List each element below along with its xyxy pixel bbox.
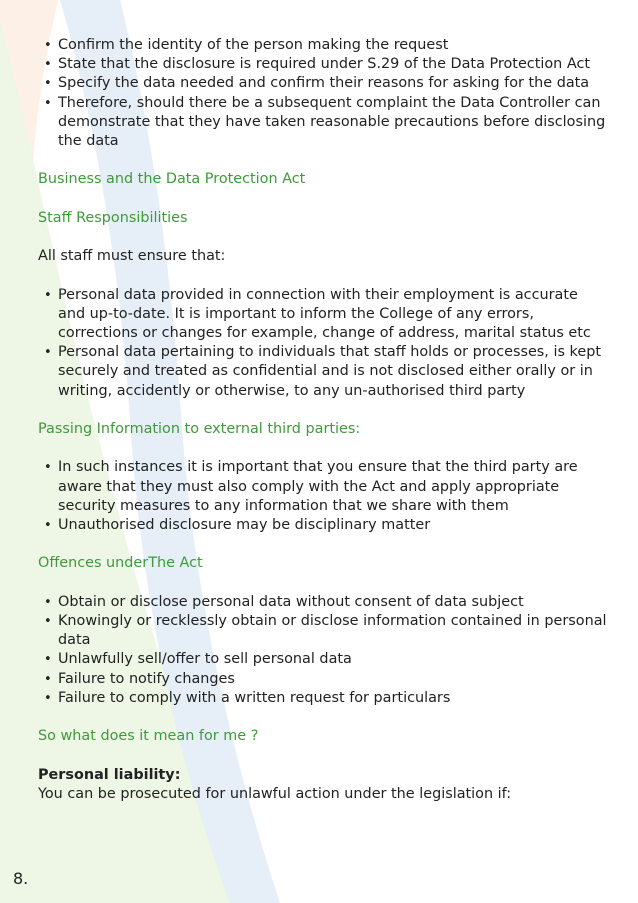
list-item: • State that the disclosure is required under S.29 of the Data Protection Act <box>38 55 608 74</box>
list-item: • Failure to comply with a written request for particulars <box>38 689 608 708</box>
list-item: • Failure to notify changes <box>38 670 608 689</box>
liability-title: Personal liability: <box>38 766 181 783</box>
list-item: • Personal data provided in connection with their employment is accurate and up-to-date. It is important to inform the College of any errors, corrections or changes for example, change of address, marital status etc <box>38 286 608 344</box>
section-heading-staff: Staff Responsibilities <box>38 209 188 226</box>
list-item: • Unlawfully sell/offer to sell personal data <box>38 650 608 669</box>
section-heading-passing: Passing Information to external third parties: <box>38 420 361 437</box>
list-item: • In such instances it is important that you ensure that the third party are aware that they must also comply with the Act and apply appropriate security measures to any information that we share with them <box>38 458 608 516</box>
list-item: • Obtain or disclose personal data without consent of data subject <box>38 593 608 612</box>
passing-bullet-list <box>38 458 608 535</box>
offences-bullet-list <box>38 593 608 708</box>
section-heading-offences: Offences underThe Act <box>38 555 203 572</box>
page-number: 8. <box>13 869 29 888</box>
list-item: • Knowingly or recklessly obtain or disclose information contained in personal data <box>38 612 608 650</box>
list-item: • Unauthorised disclosure may be disciplinary matter <box>38 516 608 535</box>
list-item: • Confirm the identity of the person making the request <box>38 36 608 55</box>
staff-intro-text: All staff must ensure that: <box>38 248 226 265</box>
liability-text: You can be prosecuted for unlawful action under the legislation if: <box>38 785 512 802</box>
list-item: • Personal data pertaining to individuals that staff holds or processes, is kept securely and treated as confidential and is not disclosed either orally or in writing, accidently or otherwise, to any un-authorised third party <box>38 343 608 401</box>
staff-bullet-list <box>38 286 608 401</box>
intro-bullet-list <box>38 36 608 151</box>
section-heading-meaning: So what does it mean for me ? <box>38 728 259 745</box>
list-item: • Therefore, should there be a subsequent complaint the Data Controller can demonstrate that they have taken reasonable precautions before disclosing the data <box>38 94 608 152</box>
document-body <box>38 36 608 804</box>
section-heading-business: Business and the Data Protection Act <box>38 171 306 188</box>
list-item: • Specify the data needed and confirm their reasons for asking for the data <box>38 74 608 93</box>
